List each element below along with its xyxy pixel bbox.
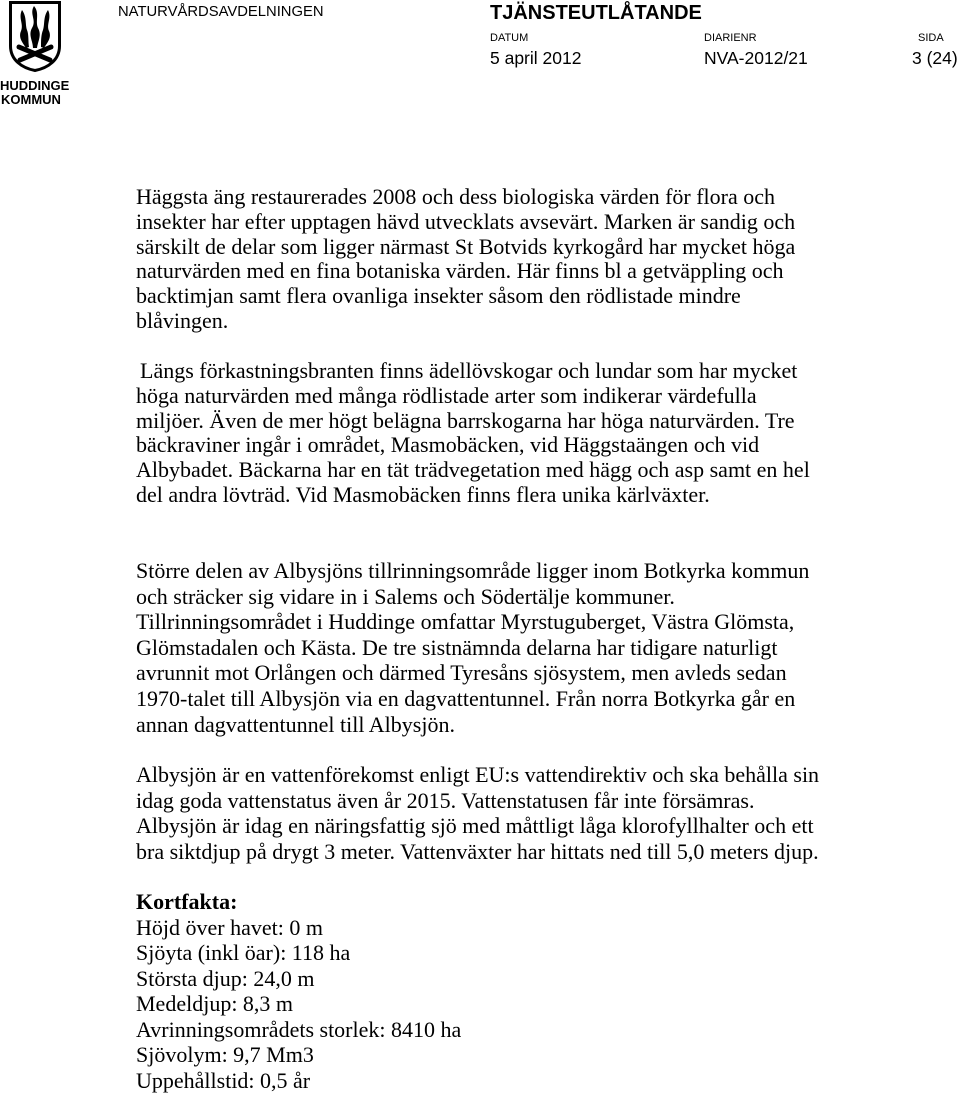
text-line: naturvärden med en fina botaniska värden. Här finns bl a getväppling och <box>136 258 784 284</box>
text-line: idag goda vattenstatus även år 2015. Vattenstatusen får inte försämras. <box>136 787 755 813</box>
text-line: insekter har efter upptagen hävd utvecklats avsevärt. Marken är sandig och <box>136 208 796 234</box>
text-line: Längs förkastningsbranten finns ädellövskogar och lundar som har mycket <box>140 358 798 383</box>
text-line: avrunnit mot Orlången och därmed Tyresåns sjösystem, men avleds sedan <box>136 660 787 686</box>
text-line: blåvingen. <box>136 307 229 333</box>
text-line: del andra lövträd. Vid Masmobäcken finns flera unika kärlväxter. <box>136 481 710 507</box>
text-line: Albysjön är en vattenförekomst enligt EU:s vattendirektiv och ska behålla sin <box>136 762 820 787</box>
paragraph-vattenstatus <box>136 762 819 865</box>
logo-text-kommun: KOMMUN <box>1 92 61 107</box>
logo-text-huddinge: HUDDINGE <box>0 78 70 93</box>
text-line: Glömstadalen och Kästa. De tre sistnämnda delarna har tidigare naturligt <box>136 634 778 660</box>
text-line: backtimjan samt flera ovanliga insekter såsom den rödlistade mindre <box>136 283 741 309</box>
fact-item: Avrinningsområdets storlek: 8410 ha <box>136 1016 462 1042</box>
fact-item: Uppehållstid: 0,5 år <box>136 1067 311 1093</box>
registration-number-value: NVA-2012/21 <box>704 48 808 68</box>
fact-item: Sjöyta (inkl öar): 118 ha <box>136 940 351 966</box>
text-line: höga naturvärden med många rödlistade arter som indikerar värdefulla <box>136 382 757 408</box>
fact-item: Medeldjup: 8,3 m <box>136 991 294 1017</box>
text-line: Häggsta äng restaurerades 2008 och dess biologiska värden för flora och <box>136 184 776 209</box>
text-line: bra siktdjup på drygt 3 meter. Vattenväxter har hittats ned till 5,0 meters djup. <box>136 839 819 865</box>
paragraph-forkastningsbranten <box>136 359 810 508</box>
text-line: miljöer. Även de mer högt belägna barrskogarna har höga naturvärden. Tre <box>136 407 795 433</box>
date-label: DATUM <box>490 32 529 44</box>
text-line: och sträcker sig vidare in i Salems och Södertälje kommuner. <box>136 583 675 609</box>
key-facts-heading: Kortfakta: <box>136 889 238 914</box>
document-type-title: TJÄNSTEUTLÅTANDE <box>490 2 702 24</box>
text-line: annan dagvattentunnel till Albysjön. <box>136 711 455 737</box>
text-line: Albysjön är idag en näringsfattig sjö med måttligt låga klorofyllhalter och ett <box>136 813 814 839</box>
key-facts-list <box>136 889 461 1093</box>
text-line: Tillrinningsområdet i Huddinge omfattar Myrstuguberget, Västra Glömsta, <box>136 609 795 635</box>
text-line: Albybadet. Bäckarna har en tät trädvegetation med hägg och asp samt en hel <box>136 457 810 483</box>
date-value: 5 april 2012 <box>490 48 582 68</box>
page-number-value: 3 (24) <box>912 48 958 68</box>
page-label: SIDA <box>918 32 944 44</box>
text-line: 1970-talet till Albysjön via en dagvattentunnel. Från norra Botkyrka går en <box>136 685 796 711</box>
paragraph-haggsta-ang <box>136 185 795 334</box>
fact-item: Största djup: 24,0 m <box>136 965 315 991</box>
text-line: Större delen av Albysjöns tillrinningsområde ligger inom Botkyrka kommun <box>136 558 810 583</box>
fact-item: Sjövolym: 9,7 Mm3 <box>136 1042 314 1068</box>
text-line: särskilt de delar som ligger närmast St Botvids kyrkogård har mycket höga <box>136 233 796 259</box>
department-name: NATURVÅRDSAVDELNINGEN <box>118 4 324 20</box>
huddinge-coat-of-arms-icon <box>8 0 62 72</box>
paragraph-tillrinningsomrade <box>136 558 809 737</box>
fact-item: Höjd över havet: 0 m <box>136 914 323 940</box>
text-line: bäckraviner ingår i området, Masmobäcken, vid Häggstaängen och vid <box>136 432 760 458</box>
registration-number-label: DIARIENR <box>704 32 757 44</box>
